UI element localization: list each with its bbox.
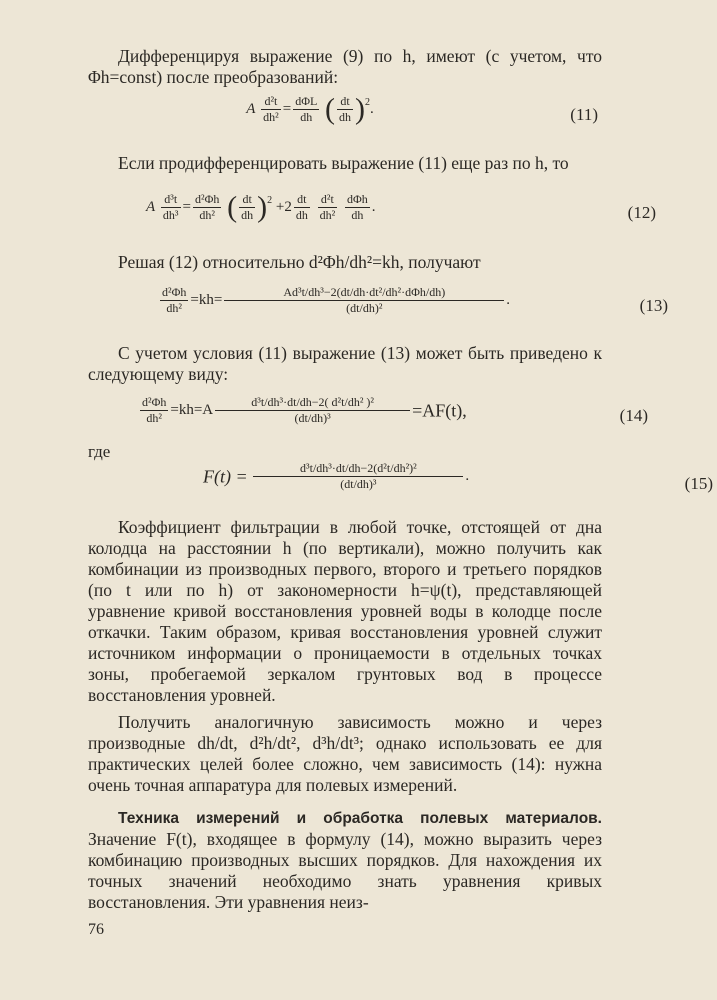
equation-13: $\frac{\text{d²Φh}}{\text{dh²}}$ =kh= $\frac{\text{Ad³t/dh³−2(dt/dh·dt²/dh²·dΦh/dh)}}{\text{(dt/dh)²}}$ . (13): [162, 285, 668, 315]
eq11-frac3: $\frac{dt}{dh}$: [339, 94, 352, 124]
paragraph-3: Решая (12) относительно d²Φh/dh²=kh, получают: [118, 252, 481, 272]
page-number: 76: [88, 921, 104, 938]
paragraph-4: С учетом условия (11) выражение (13) может быть приведено к следующему виду:: [88, 343, 602, 384]
equation-15: F(t) = $\frac{\text{d³t/dh³·dt/dh−2(d²t/dh²)²}}{\text{(dt/dh)³}}$ . (15): [203, 461, 713, 493]
eq14-number: (14): [619, 406, 648, 425]
paragraph-6: Получить аналогичную зависимость можно и через производные dh/dt, d²h/dt², d³h/dt³; однако использовать ее для практических целей более сложно, чем зависимость (14): нужна очень точная аппаратура для полевых измерений.: [88, 712, 602, 795]
eq11-frac2: $\frac{\text{dΦL}}{dh}$: [295, 94, 318, 124]
where-word: где: [88, 442, 111, 461]
equation-12: A $\frac{\text{d³t}}{\text{dh³}}$ = $\frac{\text{d²Φh}}{\text{dh²}}$ ( $\frac{dt}{dh}$ )$^2$ +2 $\frac{dt}{dh}$ $\frac{\text{d²t}}{\text{dh²}}$ $\frac{\text{dΦh}}{dh}$ . (12): [146, 190, 656, 224]
paragraph-5: Коэффициент фильтрации в любой точке, отстоящей от дна колодца на расстоянии h (по вертикали), можно получить как комбинации из производных первого, второго и третьего порядков (по t или по h) от закономерности h=ψ(t), представляющей уравнение кривой восстановления уровней воды в колодце после откачки. Таким образом, кривая восстановления уровней служит источником информации о проницаемости в отдельных точках зоны, пробегаемой зеркалом грунтовых вод в процессе восстановления уровней.: [88, 517, 602, 705]
paragraph-1: Дифференцируя выражение (9) по h, имеют (с учетом, что Φh=const) после преобразований:: [88, 46, 602, 87]
eq11-A: A: [246, 100, 256, 117]
paragraph-2: Если продифференцировать выражение (11) еще раз по h, то: [118, 153, 569, 173]
equation-14: $\frac{\text{d²Φh}}{\text{dh²}}$ =kh=A $\frac{\text{d³t/dh³·dt/dh−2( d²t/dh² )²}}{\text{(dt/dh)³}}$ =AF(t), (14): [142, 395, 648, 425]
eq11-frac1: $\frac{\text{d²t}}{\text{dh²}}$: [263, 94, 279, 124]
equation-11: A $\frac{\text{d²t}}{\text{dh²}}$ = $\frac{\text{dΦL}}{dh}$ ( $\frac{dt}{dh}$ )$^2$. (11): [246, 92, 598, 126]
paragraph-7: Техника измерений и обработка полевых материалов. Значение F(t), входящее в формулу (14), можно выразить через комбинацию производных высших порядков. Для нахождения их точных значений необходимо знать уравнения кривых восстановления. Эти уравнения неиз-: [88, 810, 602, 912]
eq12-number: (12): [627, 203, 656, 222]
eq13-number: (13): [639, 296, 668, 315]
section-heading: Техника измерений и обработка полевых материалов.: [118, 810, 602, 827]
eq11-number: (11): [570, 105, 598, 124]
eq15-number: (15): [684, 474, 713, 493]
